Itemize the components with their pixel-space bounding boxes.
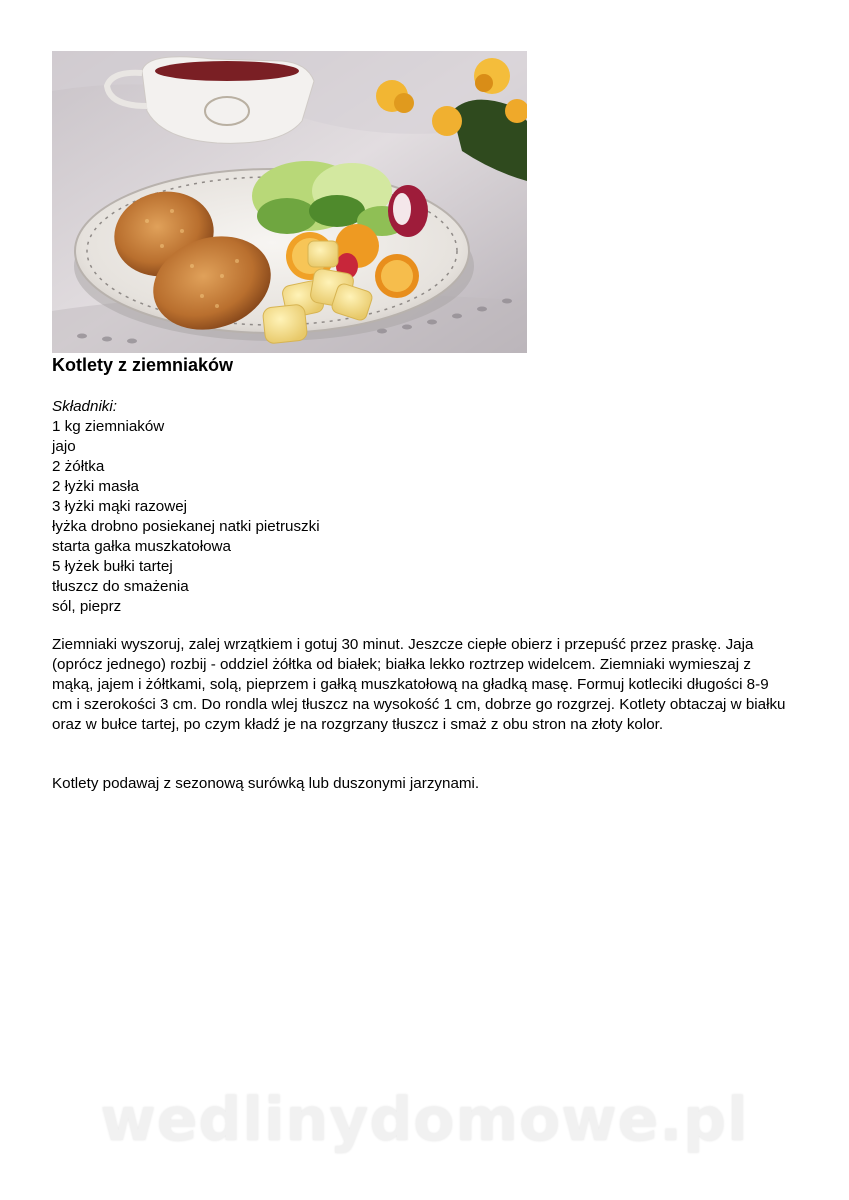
ingredient-item: jajo bbox=[52, 438, 76, 455]
ingredients-section bbox=[52, 397, 320, 617]
ingredient-item: 5 łyżek bułki tartej bbox=[52, 558, 173, 575]
recipe-photo bbox=[52, 51, 527, 353]
ingredient-item: tłuszcz do smażenia bbox=[52, 578, 189, 595]
instructions-paragraph: Ziemniaki wyszoruj, zalej wrzątkiem i gotuj 30 minut. Jeszcze ciepłe obierz i przepuść przez praskę. Jaja (oprócz jednego) rozbij - oddziel żółtka od białek; białka lekko roztrzep widelcem. Ziemniaki wymieszaj z mąką, jajem i żółtkami, solą, pieprzem i gałką muszkatołową na gładką masę. Formuj kotleciki długości 8-9 cm i szerokości 3 cm. Do rondla wlej tłuszcz na wysokość 1 cm, dobrze go rozgrzej. Kotlety obtaczaj w białku oraz w bułce tartej, po czym kładź je na rozgrzany tłuszcz i smaż z obu stron na złoty kolor. bbox=[52, 636, 786, 733]
ingredient-item: 2 żółtka bbox=[52, 458, 105, 475]
ingredient-item: 3 łyżki mąki razowej bbox=[52, 498, 188, 515]
ingredient-item: 1 kg ziemniaków bbox=[52, 418, 165, 435]
ingredient-item: łyżka drobno posiekanej natki pietruszki bbox=[52, 518, 320, 535]
ingredients-list bbox=[52, 417, 320, 617]
watermark: wedlinydomowe.pl bbox=[100, 1085, 749, 1155]
recipe-title: Kotlety z ziemniaków bbox=[52, 355, 234, 375]
ingredients-label: Składniki: bbox=[52, 398, 117, 415]
serving-paragraph: Kotlety podawaj z sezonową surówką lub duszonymi jarzynami. bbox=[52, 775, 480, 792]
ingredient-item: 2 łyżki masła bbox=[52, 478, 139, 495]
ingredient-item: sól, pieprz bbox=[52, 598, 122, 615]
ingredient-item: starta gałka muszkatołowa bbox=[52, 538, 231, 555]
